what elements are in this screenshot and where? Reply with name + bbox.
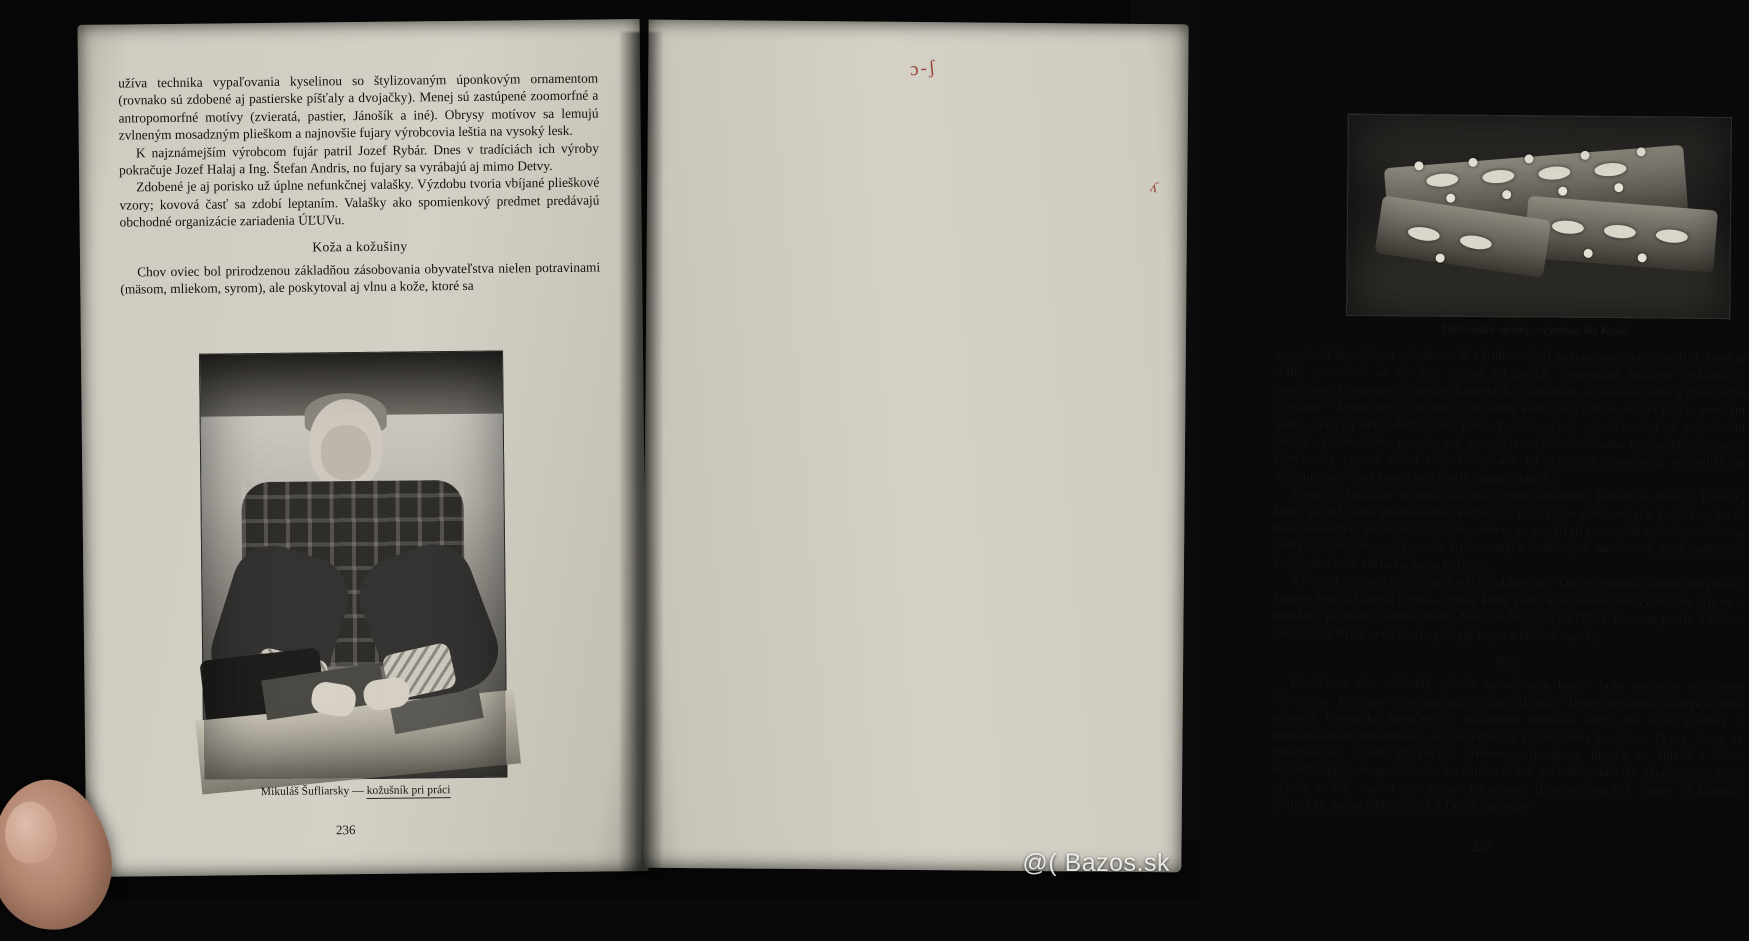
photo-belts <box>1346 114 1732 319</box>
caption-text-underlined: kožušník pri práci <box>366 783 451 797</box>
right-page-text-column <box>1272 345 1746 817</box>
page-number-right: 237 <box>1471 838 1492 855</box>
page-number-left: 236 <box>335 822 356 838</box>
left-page-text-column <box>118 70 600 299</box>
paragraph: užíva technika vypaľovania kyselinou so štylizovaným úponkovým ornamentom (rovnako sú zdobené aj pastierske píšťaly a dvojačky). Menej sú zastúpené zoomorfné a antropomorfné motívy (zvieratá, pastier, Jánošík a iné). Obrysy motívov sa lemujú zvlneným mosadzným plieškom a najnovšie fujary výrobcovia leštia na vysoký lesk. <box>118 70 599 143</box>
section-heading-kozha: Koža a kožušiny <box>312 238 408 255</box>
paragraph: spracúvali domáckym spôsobom. Z výrobcov koží sa postupne vyčleňovali tí, ktorí ju ďalej spracúvali na výrobky určené na predaj. Remeselnú zručnosť získavali u osvedčených majstrov v okolitých mestách či dedinách. Z najčastejšieho garbiarskeho výrobku – krpcoviny (zvyčajne z hovädzej kože) sa vyrábali najmä krpce, predtým skoro výlučná obuv dedinského ľudu. Z kožiarskych výrobkov bol na poprednom mieste opasok, často považovaný za najvlastnejšiu dominantu mužského oblečenia. Detviansky opasok nebol taký široký ako na severnom Slovensku, no nelíšil sa zložením ani výzdobou, ktorú tvorili spony a pliešky. <box>1274 346 1746 486</box>
photo-craftsman <box>199 351 507 781</box>
book-gutter-shadow <box>620 32 662 877</box>
paragraph: Chov oviec bol prirodzenou základňou zásobovania obyvateľstva nielen potravinami (mäsom, mliekom, syrom), ale poskytoval aj vlnu a kože, ktoré sa <box>120 259 601 298</box>
handwritten-note-top: ɔ-ʃ <box>908 56 939 81</box>
paragraph: Kováčstvo ako základný spôsob spracúvania kovov bolo rozšírené na celom Slovensku. Postupne však zanikalo a dnes už ani v Detve nepracuje zástupca tohto remesla. Umelecké kováčstvo v súčasnosti nachádza odbyt pre svoje výrobky u individuálnych stavebníkov, no nevychádza z tradičného kováčstva Detvy. Kovy sa používali na výrobu úžitkových predmetov (podkovy, obruče na kolesá a rôzne súčiastky poľnohospodárskeho inventára, či iné poľnohospodárske náradie), ale aj na výrobu ozdôb, najmä pre mužov na opasky (pliešky, pracky), krpce, či klobúky (retiazky). Nepochádzali však z Detvy a pravde- <box>1271 674 1744 814</box>
right-page <box>641 20 1746 873</box>
photo-caption-belts: Detvianske opasky – výrobca Ján Krnáč <box>1442 322 1630 338</box>
paragraph: Výrobe kožených a kožušníckych výrobkov sa v Detve venovali viacerí obyvatelia. Okrem Jozefa Hanesa (1904—1984), ktorý patril k najznámejším výrobcom krpcov a opaskov, je známy najmä mladší Mikuláš Šufliarsky (1912). K nemu patria ďalší — Ján a Jozef Krnáčovci, ktorí vyrábajú krpce a kožené opasky. <box>1273 572 1744 643</box>
thumbnail <box>3 800 59 865</box>
watermark: @( Bazos.sk <box>1022 849 1170 877</box>
caption-text: Mikuláš Šufliarsky — <box>260 784 364 799</box>
paragraph: K najznámejším výrobcom fujár patril Jozef Rybár. Dnes v tradíciách ich výroby pokračuje Jozef Halaj a Ing. Štefan Andris, no fujary sa vyrábajú aj mimo Detvy. <box>118 140 599 178</box>
left-page <box>78 19 649 877</box>
handwritten-note-edge: ʎ <box>1148 179 1162 197</box>
open-book <box>60 22 1746 882</box>
paragraph: Barančia kožušina sa používala na výrobu kožuchov, kožúškov, búnd a baraníc, ktoré šili už často profesionálni kožušníci. Pri výrobe detvianskych kožúškov, ktoré boli celoročnou súčasťou mužského odevu, sa používali rozmanité spôsoby vrúbenia, obšívania okrajov, aplikovania štylizovaných rastlinných motívov z irchy odlišných farieb, ako bola základná farba kožúška. <box>1273 485 1745 572</box>
paragraph: Zdobené je aj porisko už úplne nefunkčnej valašky. Výzdobu tvoria vbíjané plieškové vzory; kovová časť sa zdobí leptaním. Valašky ako spomienkový predmet predávajú obchodné organizácie zariadenia ÚĽUVu. <box>119 174 600 230</box>
section-heading-kov: Kov <box>1495 652 1521 669</box>
photo-caption-craftsman <box>176 782 536 799</box>
